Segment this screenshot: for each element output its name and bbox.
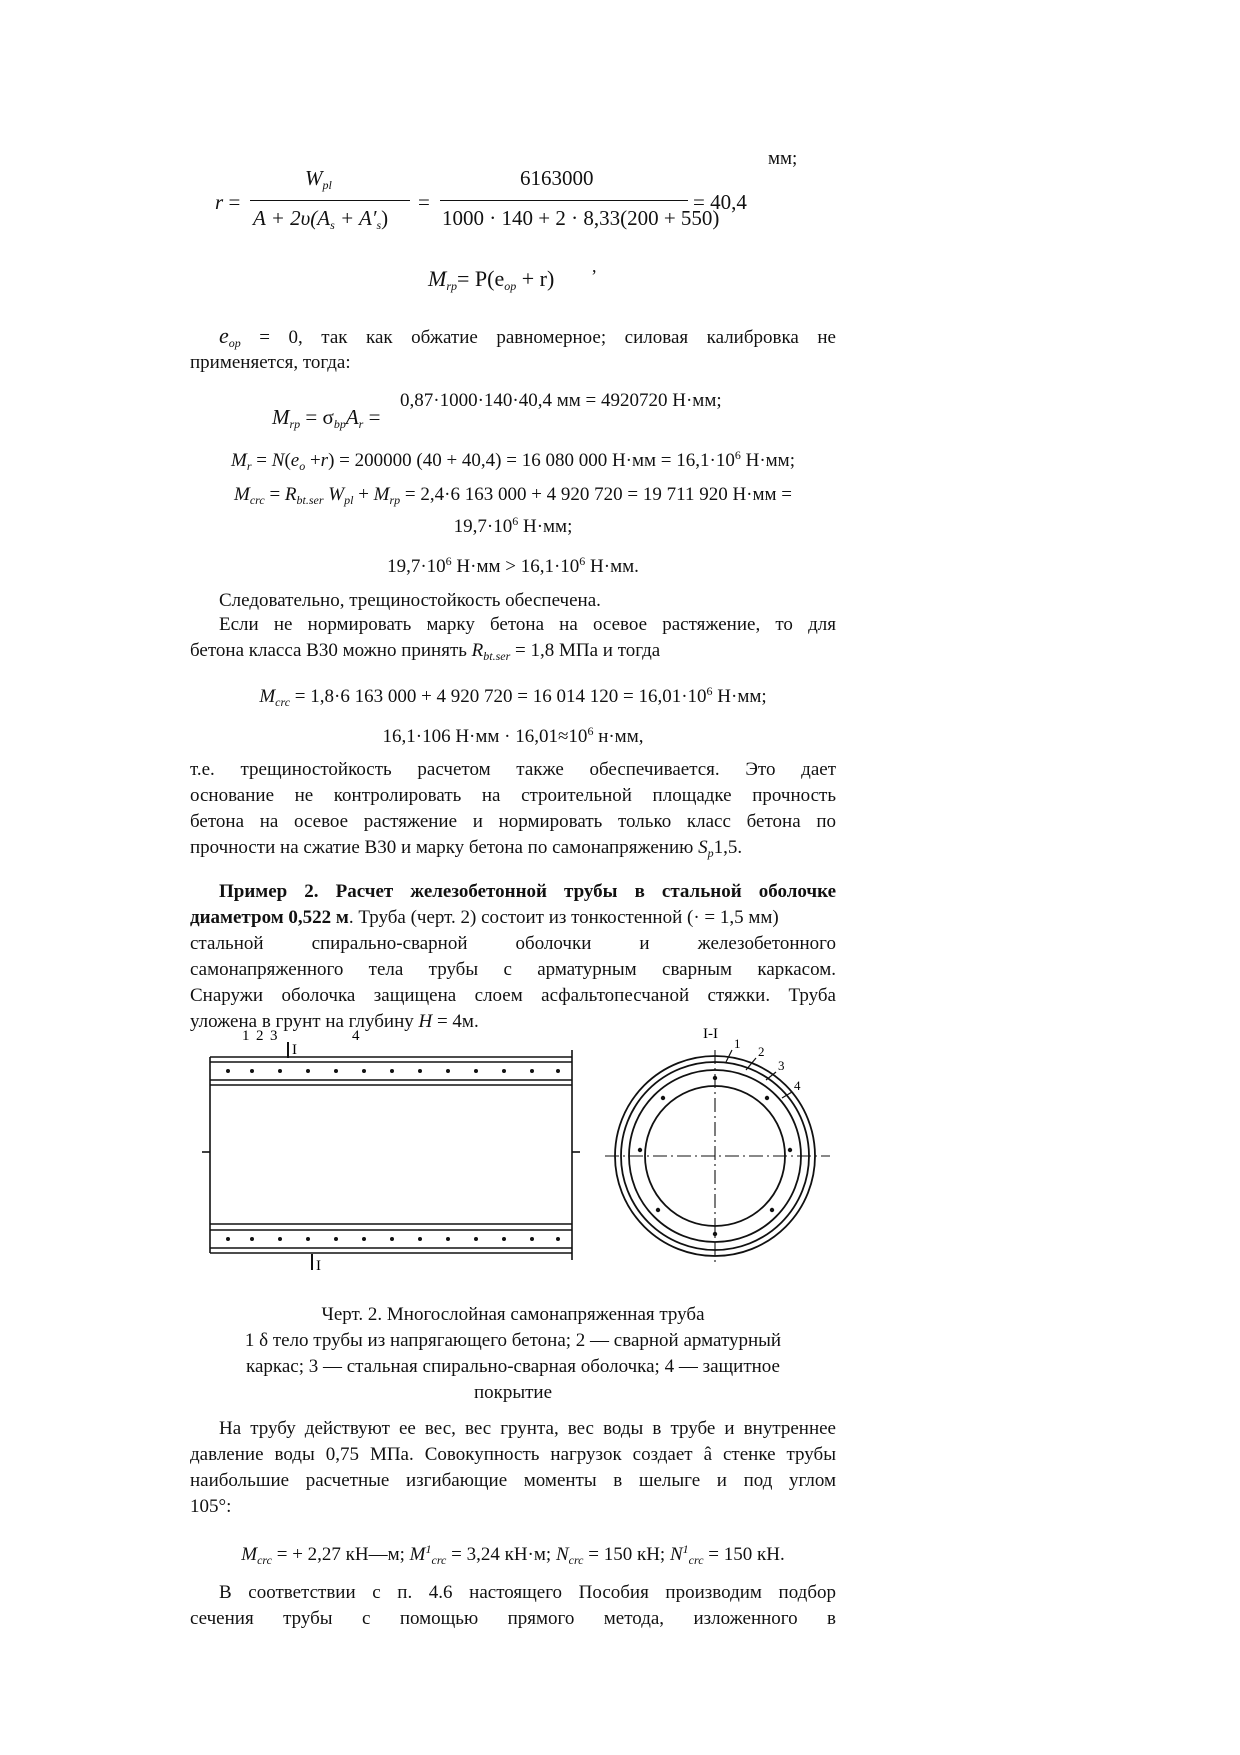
moments-c: = 150 кН;: [583, 1544, 670, 1565]
moments-n2: N: [669, 1544, 683, 1565]
para-ie-s: S: [698, 837, 708, 858]
formula-mrp-lhs: M: [428, 266, 447, 291]
mcrc-r-sub: bt.ser: [296, 493, 324, 507]
caption-line2: 1 δ тело трубы из напрягающего бетона; 2 — сварной арматурный: [244, 1330, 782, 1351]
mcrc-a: =: [264, 484, 285, 505]
example2-line3: стальной спирально-сварной оболочки и железобетонного: [190, 933, 836, 954]
para-ie-line1: т.е. трещиностойкость расчетом также обеспечивается. Это дает: [190, 759, 836, 780]
moments-m1-sub: crc: [257, 1553, 272, 1567]
formula-r-den-end: ): [381, 206, 389, 230]
compare2-b: н·мм,: [593, 726, 644, 747]
para-ie-line2: основание не контролировать на строительной площадке прочность: [190, 785, 836, 806]
mr-exp: 6: [734, 448, 741, 462]
formula-r-num-val: 6163000: [520, 166, 594, 190]
mrp-calc-mid-sub: bp: [333, 417, 346, 431]
mrp-calc-a: A: [345, 405, 359, 429]
compare-line-b: [190, 718, 836, 750]
mcrc-m: M: [233, 484, 250, 505]
compare-a: 19,7·10: [387, 556, 446, 577]
para-ie-line3: бетона на осевое растяжение и нормировать только класс бетона по: [190, 811, 836, 832]
mr-e-sub: o: [299, 459, 306, 473]
mr-d: ) = 200000 (40 + 40,4) = 16 080 000 Н·мм = 16,1·10: [328, 450, 735, 471]
para-loads-line2: давление воды 0,75 МПа. Совокупность нагрузок создает â стенке трубы: [190, 1444, 836, 1465]
mrp-calc-value: 0,87·1000·140·40,4 мм = 4920720 Н·мм;: [400, 390, 722, 411]
mcrc-m-sub: crc: [249, 493, 265, 507]
unit-label: мм;: [768, 148, 798, 169]
moments-a: = + 2,27 кН—м;: [271, 1544, 410, 1565]
moments-n2-sup: 1: [682, 1542, 689, 1556]
mrp-calc-a-sub: r: [358, 417, 364, 431]
example2-line6-b: = 4м.: [432, 1011, 479, 1032]
para-if-line2-a: бетона класса В30 можно принять: [190, 640, 472, 661]
mr-b: (: [284, 450, 291, 471]
pipe-longitudinal-drawing: [200, 1020, 580, 1285]
mcrc2-exp: 6: [706, 684, 713, 698]
mr-m: M: [231, 450, 247, 471]
para-loads-line4: 105°:: [190, 1496, 232, 1517]
formula-r-den-sub2: s: [376, 218, 382, 232]
mcrc-line-b: [190, 678, 836, 715]
eop-paragraph-line2: применяется, тогда:: [190, 352, 351, 373]
mrp-calc-m: M: [272, 405, 290, 429]
example2-line2: [190, 905, 836, 931]
moments-m1: M: [241, 1544, 258, 1565]
compare-c: Н·мм.: [585, 556, 639, 577]
formula-r-eq2: =: [418, 190, 430, 214]
mr-a: =: [251, 450, 272, 471]
caption-line1: Черт. 2. Многослойная самонапряженная труба: [321, 1304, 705, 1325]
compare-a-exp: 6: [445, 554, 452, 568]
para-loads-line1: На трубу действуют ее вес, вес грунта, вес воды в трубе и внутреннее: [219, 1418, 836, 1439]
formula-r-den-sub1: s: [330, 218, 335, 232]
moments-n1-sub: crc: [568, 1553, 584, 1567]
formula-r-num-sym: W: [305, 166, 323, 190]
mr-unit: Н·мм;: [740, 450, 795, 471]
moments-n2-sub: crc: [688, 1553, 704, 1567]
mr-n: N: [271, 450, 285, 471]
section-title: I-I: [703, 1026, 718, 1042]
para-if-line2: [190, 638, 836, 669]
compare2-a: 16,1·106 Н·мм · 16,01≈10: [382, 726, 588, 747]
formula-mrp-rhs: = P(e: [457, 266, 505, 291]
moments-line: [190, 1536, 836, 1573]
moments-m2: M: [409, 1544, 426, 1565]
mcrc2-m: M: [259, 686, 276, 707]
section-mark-top: I: [292, 1042, 297, 1058]
mr-line: [160, 442, 866, 479]
compare-b: Н·мм > 16,1·10: [451, 556, 580, 577]
mcrc-w-sub: pl: [344, 493, 354, 507]
mcrc-w: W: [323, 484, 345, 505]
para-ie-line4: [190, 835, 836, 866]
moments-m2-sub: crc: [431, 1553, 447, 1567]
mr-r: r: [320, 450, 329, 471]
para-final-line2: сечения трубы с помощью прямого метода, изложенного в: [190, 1608, 836, 1629]
mcrc-line2: [190, 508, 836, 540]
example2-line5: Снаружи оболочка защищена слоем асфальтопесчаной стяжки. Труба: [190, 985, 836, 1006]
eop-sub: op: [228, 336, 241, 350]
caption-line3: каркас; 3 — стальная спирально-сварная оболочка; 4 — защитное: [246, 1356, 780, 1377]
circle-label-4: 4: [794, 1078, 801, 1093]
para-if-line1: Если не нормировать марку бетона на осевое растяжение, то для: [219, 614, 836, 635]
para-ie-line4-a: прочности на сжатие В30 и марку бетона по самонапряжению: [190, 837, 699, 858]
section-mark-bottom: I: [316, 1258, 321, 1274]
circle-label-1: 1: [734, 1036, 741, 1051]
mcrc2-unit: Н·мм;: [712, 686, 767, 707]
eop-line1-rest: = 0, так как обжатие равномерное; силовая калибровка не: [240, 327, 836, 348]
mcrc-c: = 2,4·6 163 000 + 4 920 720 = 19 711 920 Н·мм =: [400, 484, 793, 505]
formula-r-den: A + 2υ(A: [253, 206, 331, 230]
example2-title: Пример 2. Расчет железобетонной трубы в стальной оболочке: [219, 881, 836, 902]
para-loads-line3: наибольшие расчетные изгибающие моменты в шелыге и под углом: [190, 1470, 836, 1491]
mr-e: e: [290, 450, 300, 471]
mcrc-line2-val: 19,7·10: [453, 516, 513, 537]
para-final-line1: В соответствии с п. 4.6 настоящего Пособия производим подбор: [219, 1582, 836, 1603]
formula-mrp-rhs-end: + r): [516, 266, 555, 291]
formula-r: [215, 164, 775, 244]
moments-b: = 3,24 кН·м;: [446, 1544, 556, 1565]
formula-mrp-comma: ,: [592, 256, 597, 276]
para-if-r-sub: bt.ser: [483, 649, 511, 663]
formula-r-den-mid: + A′: [334, 206, 377, 230]
label-3: 3: [270, 1028, 278, 1044]
formula-r-lhs: r: [215, 190, 224, 214]
mcrc-mr: M: [373, 484, 390, 505]
caption-line4: покрытие: [473, 1382, 553, 1403]
formula-r-result: = 40,4: [693, 190, 747, 214]
pipe-cross-section-drawing: [600, 1020, 840, 1265]
formula-r-den-val: 1000 · 140 + 2 · 8,33(200 + 550): [442, 206, 720, 230]
mcrc2-a: = 1,8·6 163 000 + 4 920 720 = 16 014 120 = 16,01·10: [290, 686, 707, 707]
mcrc2-m-sub: crc: [275, 695, 291, 709]
compare-line: [190, 548, 836, 580]
compare-b-exp: 6: [579, 554, 586, 568]
mcrc-line2-exp: 6: [512, 514, 519, 528]
mcrc-r: R: [284, 484, 297, 505]
mrp-calc-m-sub: rp: [289, 417, 301, 431]
formula-mrp-rhs-sub: op: [504, 279, 517, 293]
formula-mrp-lhs-sub: rp: [446, 279, 457, 293]
eop-sym: e: [219, 323, 229, 348]
mcrc-line2-unit: Н·мм;: [518, 516, 573, 537]
mcrc-mr-sub: rp: [389, 493, 401, 507]
circle-label-2: 2: [758, 1044, 765, 1059]
mcrc-b: +: [353, 484, 374, 505]
label-4: 4: [352, 1028, 360, 1044]
moments-m2-sup: 1: [425, 1542, 432, 1556]
example2-title-2: диаметром 0,522 м: [190, 907, 349, 928]
para-if-r: R: [471, 640, 484, 661]
example2-line1: [190, 879, 836, 905]
circle-label-3: 3: [778, 1058, 785, 1073]
mrp-calc-lhs: [272, 405, 380, 432]
formula-r-num-sub: pl: [322, 178, 332, 192]
example2-line4: самонапряженного тела трубы с арматурным сварным каркасом.: [190, 959, 836, 980]
conclusion-1: Следовательно, трещиностойкость обеспечена.: [219, 590, 601, 611]
mrp-calc-eq: =: [363, 405, 381, 429]
label-1: 1: [242, 1028, 250, 1044]
compare2-exp: 6: [587, 724, 594, 738]
example2-line2-rest: . Труба (черт. 2) состоит из тонкостенной (· = 1,5 мм): [348, 907, 779, 928]
moments-d: = 150 кН.: [703, 1544, 785, 1565]
mrp-calc-mid: = σ: [300, 405, 334, 429]
mr-c: +: [305, 450, 321, 471]
para-ie-line4-b: 1,5.: [713, 837, 743, 858]
example2-line6-a: уложена в грунт на глубину: [190, 1011, 419, 1032]
formula-mrp: [428, 266, 554, 294]
para-if-line2-b: = 1,8 МПа и тогда: [510, 640, 661, 661]
mr-m-sub: r: [246, 459, 252, 473]
para-ie-s-sub: p: [707, 846, 714, 860]
label-2: 2: [256, 1028, 264, 1044]
moments-n1: N: [555, 1544, 569, 1565]
example2-h: H: [418, 1011, 433, 1032]
formula-r-eq1: =: [228, 190, 241, 214]
